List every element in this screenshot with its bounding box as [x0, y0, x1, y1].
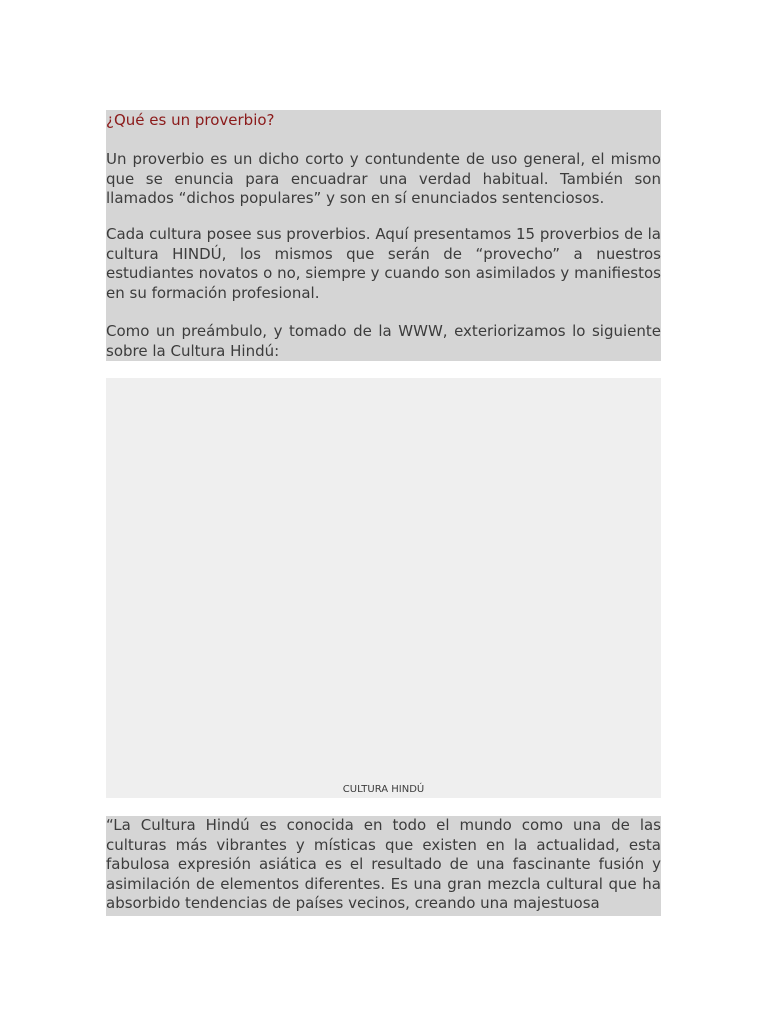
paragraph-definition: Un proverbio es un dicho corto y contundente de uso general, el mismo que se enuncia para encuadrar una verdad habitual. También son llamados “dichos populares” y son en sí enunciados sentenciosos. — [106, 150, 661, 207]
figure-caption: CULTURA HINDÚ — [342, 784, 425, 795]
figure-image-placeholder — [106, 378, 661, 798]
paragraph-preamble: Como un preámbulo, y tomado de la WWW, exteriorizamos lo siguiente sobre la Cultura Hindú: — [106, 322, 661, 360]
paragraph-quote: “La Cultura Hindú es conocida en todo el mundo como una de las culturas más vibrantes y místicas que existen en la actualidad, esta fabulosa expresión asiática es el resultado de una fascinante fusión y asimilación de elementos diferentes. Es una gran mezcla cultural que ha absorbido tendencias de países vecinos, creando una majestuosa — [106, 816, 661, 912]
paragraph-culture-proverbs: Cada cultura posee sus proverbios. Aquí presentamos 15 proverbios de la cultura HINDÚ, los mismos que serán de “provecho” a nuestros estudiantes novatos o no, siempre y cuando son asimilados y manifiestos en su formación profesional. — [106, 225, 661, 302]
intro-section — [106, 110, 661, 361]
quote-section — [106, 816, 661, 916]
section-heading: ¿Qué es un proverbio? — [106, 111, 275, 129]
